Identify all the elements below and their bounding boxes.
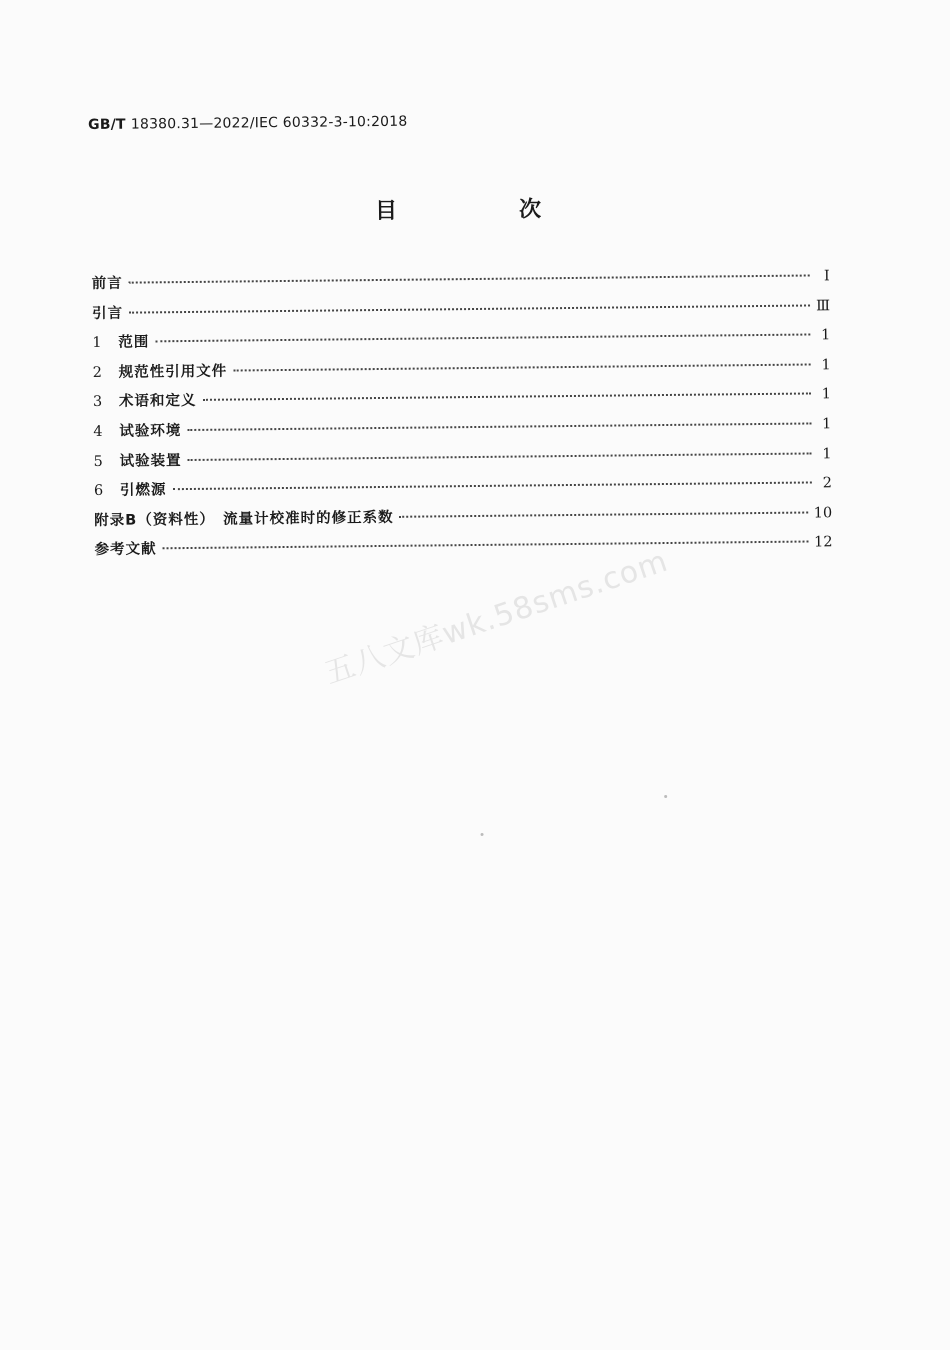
toc-entry-label: 范围 [118, 334, 150, 351]
toc-leader-dots [129, 274, 810, 283]
toc-entry-number: 5 [93, 453, 103, 470]
scan-speck [664, 795, 667, 798]
scan-speck [481, 833, 484, 836]
standard-number-header [88, 114, 408, 133]
toc-entry-label: 前言 [91, 275, 123, 293]
toc-entry-label: 引言 [91, 305, 124, 322]
toc-entry-number: 2 [92, 364, 103, 381]
standard-code: 18380.31—2022/IEC 60332-3-10:2018 [130, 113, 408, 133]
toc-entry-page: Ⅲ [815, 297, 831, 315]
toc-title: 目 次 [374, 196, 592, 225]
toc-entry-number: 1 [92, 335, 102, 352]
toc-entry-number: 4 [93, 423, 103, 440]
toc-entry-page: 1 [821, 357, 831, 374]
toc-leader-dots [155, 334, 810, 343]
toc-entry-number: 3 [92, 394, 103, 411]
toc-entry-page: 1 [821, 416, 832, 433]
toc-entry-page: 1 [821, 327, 831, 344]
toc-leader-dots [400, 511, 808, 517]
toc-entry-bibliography[interactable] [94, 531, 832, 568]
toc-entry-page: 2 [822, 475, 832, 492]
toc-leader-dots [188, 452, 812, 461]
toc-entry-number: 6 [93, 483, 104, 500]
toc-entry-label: 试验装置 [119, 452, 182, 470]
table-of-contents [92, 264, 833, 568]
toc-entry-page: 1 [822, 445, 832, 462]
toc-leader-dots [172, 482, 811, 491]
watermark-text: 五八文库wk.58sms.com [320, 543, 673, 692]
toc-entry-page: 12 [813, 534, 833, 551]
toc-leader-dots [187, 422, 811, 431]
toc-entry-label: 参考文献 [94, 541, 157, 559]
toc-leader-dots [163, 541, 809, 550]
toc-entry-label: 附录B（资料性） 流量计校准时的修正系数 [94, 509, 394, 529]
toc-leader-dots [129, 304, 810, 313]
standard-prefix: GB/T [88, 116, 126, 134]
toc-entry-label: 试验环境 [119, 423, 182, 440]
toc-entry-label: 规范性引用文件 [118, 363, 228, 381]
toc-leader-dots [202, 393, 810, 401]
toc-entry-page: 10 [813, 505, 833, 522]
toc-entry-label: 引燃源 [119, 482, 167, 499]
toc-entry-page: 1 [821, 386, 832, 403]
toc-entry-label: 术语和定义 [118, 393, 197, 411]
toc-entry-page: Ⅰ [823, 268, 830, 285]
toc-leader-dots [233, 363, 810, 371]
